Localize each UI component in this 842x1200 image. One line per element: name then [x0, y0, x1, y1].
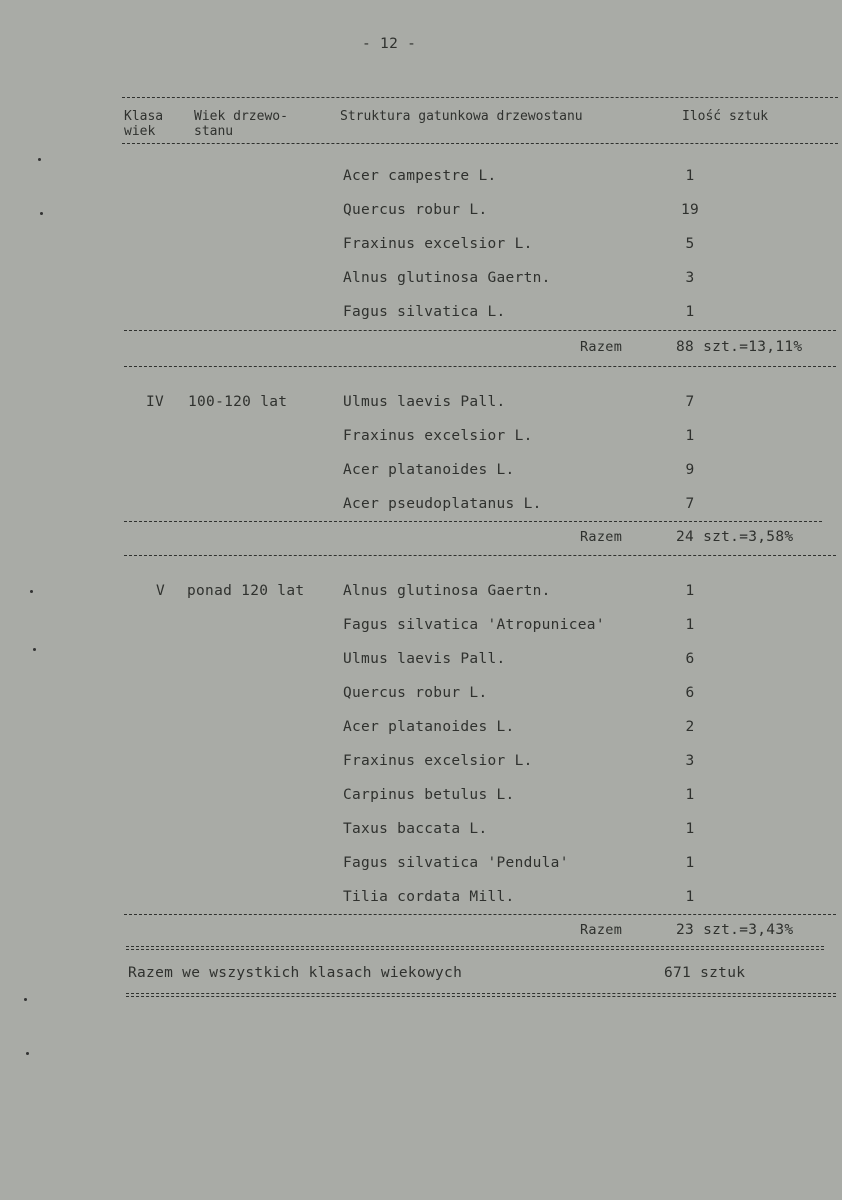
grand-total-value: 671 sztuk	[664, 965, 746, 981]
grand-total-label: Razem we wszystkich klasach wiekowych	[128, 965, 463, 981]
species-name: Fagus silvatica 'Atropunicea'	[343, 617, 605, 633]
margin-speck	[26, 1052, 29, 1055]
species-name: Quercus robur L.	[343, 202, 488, 218]
species-count: 1	[685, 787, 695, 803]
subtotal-value: 24 szt.=3,58%	[676, 529, 794, 545]
subtotal-label: Razem	[580, 922, 623, 938]
species-count: 9	[685, 462, 695, 478]
double-rule	[126, 993, 836, 997]
header-age: Wiek drzewo- stanu	[194, 109, 288, 139]
species-count: 1	[685, 168, 695, 184]
stand-age: ponad 120 lat	[187, 583, 305, 599]
subtotal-label: Razem	[580, 339, 623, 355]
header-species-structure: Struktura gatunkowa drzewostanu	[340, 109, 583, 124]
species-count: 19	[680, 202, 700, 218]
group-separator-rule	[124, 366, 836, 367]
subtotal-rule	[124, 330, 836, 331]
species-name: Tilia cordata Mill.	[343, 889, 515, 905]
header-top-rule	[122, 97, 838, 98]
subtotal-value: 88 szt.=13,11%	[676, 339, 803, 355]
margin-speck	[24, 998, 27, 1001]
species-count: 1	[685, 583, 695, 599]
species-count: 1	[685, 889, 695, 905]
species-name: Alnus glutinosa Gaertn.	[343, 583, 551, 599]
species-count: 3	[685, 270, 695, 286]
species-count: 6	[685, 651, 695, 667]
species-count: 1	[685, 855, 695, 871]
species-count: 1	[685, 617, 695, 633]
species-name: Taxus baccata L.	[343, 821, 488, 837]
age-class: V	[156, 583, 166, 599]
age-class: IV	[146, 394, 165, 410]
group-separator-rule	[124, 555, 836, 556]
species-name: Fagus silvatica 'Pendula'	[343, 855, 569, 871]
species-count: 6	[685, 685, 695, 701]
species-name: Acer pseudoplatanus L.	[343, 496, 542, 512]
species-count: 7	[685, 496, 695, 512]
page-number: - 12 -	[362, 36, 417, 52]
subtotal-rule	[124, 521, 822, 522]
subtotal-value: 23 szt.=3,43%	[676, 922, 794, 938]
species-name: Carpinus betulus L.	[343, 787, 515, 803]
header-class: Klasa wiek	[124, 109, 164, 139]
margin-speck	[38, 158, 41, 161]
header-bottom-rule	[122, 143, 838, 144]
species-name: Acer platanoides L.	[343, 719, 515, 735]
species-count: 7	[685, 394, 695, 410]
species-count: 1	[685, 821, 695, 837]
double-rule	[126, 946, 824, 950]
species-count: 1	[685, 428, 695, 444]
margin-speck	[30, 590, 33, 593]
subtotal-rule	[124, 914, 836, 915]
stand-age: 100-120 lat	[188, 394, 288, 410]
species-name: Quercus robur L.	[343, 685, 488, 701]
subtotal-label: Razem	[580, 529, 623, 545]
species-name: Acer campestre L.	[343, 168, 497, 184]
margin-speck	[33, 648, 36, 651]
species-name: Fagus silvatica L.	[343, 304, 506, 320]
species-count: 5	[685, 236, 695, 252]
species-name: Fraxinus excelsior L.	[343, 753, 533, 769]
species-name: Ulmus laevis Pall.	[343, 394, 506, 410]
species-name: Acer platanoides L.	[343, 462, 515, 478]
species-name: Ulmus laevis Pall.	[343, 651, 506, 667]
species-count: 2	[685, 719, 695, 735]
margin-speck	[40, 212, 43, 215]
species-name: Fraxinus excelsior L.	[343, 428, 533, 444]
species-name: Alnus glutinosa Gaertn.	[343, 270, 551, 286]
species-count: 3	[685, 753, 695, 769]
header-count: Ilość sztuk	[682, 109, 769, 124]
species-count: 1	[685, 304, 695, 320]
species-name: Fraxinus excelsior L.	[343, 236, 533, 252]
